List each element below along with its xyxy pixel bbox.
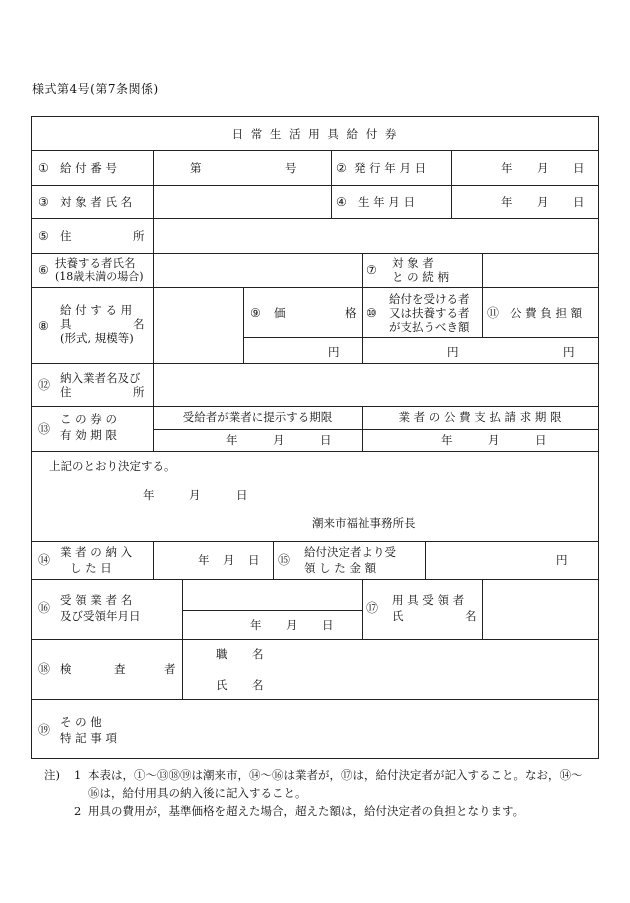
decision-day: 日 <box>236 488 248 502</box>
decision-text: 上記のとおり決定する。 <box>49 459 176 473</box>
item-13-marker: ⑬ <box>38 422 51 436</box>
form-number: 様式第4号(第7条関係) <box>32 82 159 96</box>
validity-date-2-year: 年 <box>441 433 453 447</box>
remarks-label-1: そ の 他 <box>60 715 102 729</box>
item-14-marker: ⑭ <box>38 553 51 567</box>
issue-date-day: 日 <box>573 161 585 175</box>
item-name-label-2b: 名 <box>133 317 145 331</box>
validity-date-1-day: 日 <box>320 433 332 447</box>
grant-number-label: 給 付 番 号 <box>60 161 117 175</box>
relationship-label-1: 対 象 者 <box>392 256 434 270</box>
receiving-month: 月 <box>286 618 298 632</box>
decision-year: 年 <box>143 488 155 502</box>
item-3-marker: ③ <box>38 195 49 209</box>
price-label-b: 格 <box>345 306 357 320</box>
validity-label-2: 有 効 期 限 <box>60 428 117 442</box>
item-15-marker: ⑮ <box>278 553 291 567</box>
note-1-line-1: 本表は，①～⑬⑱⑲は潮来市，⑭～⑯は業者が，⑰は，給付決定者が記入すること。なお，⑭～ <box>88 768 583 782</box>
item-8-marker: ⑧ <box>38 319 49 333</box>
grant-number-dai: 第 <box>190 161 202 175</box>
recipient-label-1: 用 具 受 領 者 <box>392 593 465 607</box>
notes-prefix: 注) <box>44 768 60 782</box>
address-label-a: 住 <box>60 229 72 243</box>
issue-date-month: 月 <box>537 161 549 175</box>
note-2-number: 2 <box>74 804 82 818</box>
item-18-marker: ⑱ <box>38 662 51 676</box>
payable-amount-label-3: が支払うべき額 <box>389 320 470 334</box>
item-name-label-1: 給 付 す る 用 <box>60 303 133 317</box>
note-1-line-2: ⑯は，給付用具の納入後に記入すること。 <box>88 786 307 800</box>
inspector-label-c: 者 <box>164 662 176 676</box>
item-name-label-3: (形式, 規模等) <box>60 331 134 345</box>
benefit-voucher-form <box>31 116 599 759</box>
price-yen: 円 <box>328 345 340 359</box>
note-2-line-1: 用具の費用が，基準価格を超えた場合，超えた額は，給付決定者の負担となります。 <box>88 804 525 818</box>
item-7-marker: ⑦ <box>366 263 377 277</box>
public-share-label: 公 費 負 担 額 <box>510 306 583 320</box>
receiving-year: 年 <box>250 618 262 632</box>
vendor-label-2a: 住 <box>60 385 72 399</box>
inspector-name-label: 氏 <box>216 678 228 692</box>
item-12-marker: ⑫ <box>38 378 51 392</box>
received-amount-yen: 円 <box>556 553 568 567</box>
delivery-month: 月 <box>223 553 235 567</box>
item-10-marker: ⑩ <box>366 306 377 320</box>
receiving-vendor-label-1: 受 領 業 者 名 <box>60 593 133 607</box>
address-label-b: 所 <box>133 229 145 243</box>
item-6-marker: ⑥ <box>38 263 49 277</box>
received-amount-label-1: 給付決定者より受 <box>304 545 396 559</box>
validity-date-1-month: 月 <box>273 433 285 447</box>
recipient-label-2a: 氏 <box>392 609 404 623</box>
item-4-marker: ④ <box>336 195 347 209</box>
remarks-label-2: 特 記 事 項 <box>60 731 117 745</box>
received-amount-label-2: 領 し た 金 額 <box>304 561 377 575</box>
relationship-label-2: と の 続 柄 <box>392 270 449 284</box>
vendor-label-2b: 所 <box>133 385 145 399</box>
delivery-day: 日 <box>248 553 260 567</box>
item-name-label-2a: 具 <box>60 317 72 331</box>
validity-date-2-day: 日 <box>535 433 547 447</box>
inspector-title-label-b: 名 <box>252 647 264 661</box>
birth-date-day: 日 <box>573 195 585 209</box>
item-16-marker: ⑯ <box>38 601 51 615</box>
delivery-date-label-1: 業 者 の 納 入 <box>60 545 133 559</box>
price-label-a: 価 <box>274 306 286 320</box>
inspector-title-label: 職 <box>216 647 228 661</box>
issue-date-label: 発 行 年 月 日 <box>354 161 427 175</box>
payable-amount-yen: 円 <box>447 345 459 359</box>
inspector-label-b: 査 <box>114 662 126 676</box>
birth-date-month: 月 <box>537 195 549 209</box>
item-2-marker: ② <box>336 161 347 175</box>
decision-month: 月 <box>189 488 201 502</box>
delivery-year: 年 <box>198 553 210 567</box>
guardian-name-label: 扶養する者氏名 <box>55 256 136 270</box>
subject-name-label: 対 象 者 氏 名 <box>60 195 133 209</box>
public-share-yen: 円 <box>563 345 575 359</box>
inspector-label-a: 検 <box>60 662 72 676</box>
note-1-number: 1 <box>74 768 82 782</box>
validity-label-1: こ の 券 の <box>60 412 117 426</box>
grant-number-go: 号 <box>285 161 297 175</box>
validity-date-2-month: 月 <box>488 433 500 447</box>
delivery-date-label-2: し た 日 <box>70 561 112 575</box>
vendor-label-1: 納入業者名及び <box>60 371 141 385</box>
payable-amount-label-2: 又は扶養する者 <box>389 306 470 320</box>
guardian-name-note: (18歳未満の場合) <box>55 270 144 283</box>
inspector-name-label-b: 名 <box>252 678 264 692</box>
validity-head-2: 業 者 の 公 費 支 払 請 求 期 限 <box>398 410 562 424</box>
receiving-day: 日 <box>322 618 334 632</box>
office-name: 潮来市福祉事務所長 <box>312 516 416 530</box>
item-9-marker: ⑨ <box>250 306 261 320</box>
item-19-marker: ⑲ <box>38 723 51 737</box>
item-11-marker: ⑪ <box>487 306 500 320</box>
item-17-marker: ⑰ <box>366 601 379 615</box>
item-1-marker: ① <box>38 161 49 175</box>
issue-date-year: 年 <box>501 161 513 175</box>
birth-date-year: 年 <box>501 195 513 209</box>
validity-date-1-year: 年 <box>226 433 238 447</box>
recipient-label-2b: 名 <box>465 609 477 623</box>
birth-date-label: 生 年 月 日 <box>358 195 415 209</box>
validity-head-1: 受給者が業者に提示する期限 <box>182 410 333 424</box>
item-5-marker: ⑤ <box>38 229 49 243</box>
payable-amount-label-1: 給付を受ける者 <box>389 292 470 306</box>
receiving-vendor-label-2: 及び受領年月日 <box>60 609 141 623</box>
form-title: 日 常 生 活 用 具 給 付 券 <box>231 127 399 141</box>
